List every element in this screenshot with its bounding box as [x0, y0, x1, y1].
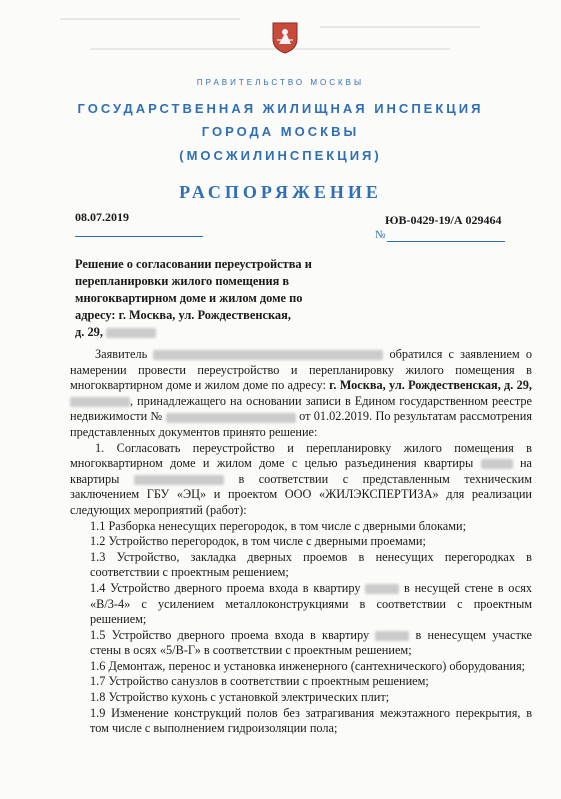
bleed-through-line	[320, 26, 480, 28]
subject-line: Решение о согласовании переустройства и	[75, 257, 312, 271]
subject-address-end: д. 29,	[75, 325, 103, 339]
item-1-2: 1.2 Устройство перегородок, в том числе с дверными проемами;	[90, 534, 426, 549]
item-1-3: 1.3 Устройство, закладка дверных проемов в ненесущих перегородках в соответствии с проектным решением;	[90, 549, 532, 580]
item-1-4-text: в несущей стене в осях «В/3-4» с усилением металлоконструкциями в соответствии с проектным решением;	[90, 580, 533, 627]
inspection-name-line3: (МОСЖИЛИНСПЕКЦИЯ)	[179, 148, 382, 163]
item-1-8: 1.8 Устройство кухонь с установкой электрических плит;	[90, 690, 390, 705]
subject-line: многоквартирном доме и жилом доме по	[75, 291, 303, 305]
item-1-4	[90, 581, 532, 628]
redacted-apartment	[106, 328, 156, 338]
subject-line: адресу: г. Москва, ул. Рождественская,	[75, 308, 291, 322]
item-1-6: 1.6 Демонтаж, перенос и установка инженерного (сантехнического) оборудования;	[90, 658, 526, 673]
bleed-through-line	[60, 18, 240, 20]
document-body	[70, 347, 532, 737]
redacted-apartment	[70, 397, 130, 407]
number-sign: №	[375, 229, 386, 241]
item-1-5	[90, 628, 532, 659]
subject-line: перепланировки жилого помещения в	[75, 274, 290, 288]
redacted-apartment	[375, 631, 409, 641]
document-number: ЮВ-0429-19/А 029464	[385, 213, 502, 227]
subject-line	[75, 324, 335, 341]
document-date: 08.07.2019	[75, 210, 129, 224]
redacted-registry-number	[166, 413, 296, 423]
inspection-name-line2: ГОРОДА МОСКВЫ	[201, 124, 360, 139]
applicant-text: обратился с заявлением о намерении провести переустройство и перепланировку жилого помещения в многоквартирном доме и жилом доме по адресу:	[70, 347, 532, 393]
applicant-paragraph	[70, 347, 532, 441]
item-1	[70, 441, 532, 519]
number-underline	[387, 241, 505, 242]
item-1-text: в соответствии с представленным техническим заключением ГБУ «ЭЦ» и проектом ООО «ЖИЛЭКСПЕРТИЗА» для реализации следующих мероприятий (работ):	[70, 471, 533, 517]
item-1-7: 1.7 Устройство санузлов в соответствии с проектным решением;	[90, 674, 429, 689]
document-type-title: РАСПОРЯЖЕНИЕ	[179, 182, 382, 202]
item-1-1: 1.1 Разборка ненесущих перегородок, в том числе с дверными блоками;	[90, 518, 466, 533]
item-1-4-text: 1.4 Устройство дверного проема входа в квартиру	[90, 580, 361, 595]
decision-text: от 01.02.2019. По результатам рассмотрения представленных документов принято решение:	[70, 409, 532, 439]
item-1-5-text: в ненесущем участке стены в осях «5/В-Г» в соответствии с проектным решением;	[90, 627, 533, 658]
item-1-text: 1. Согласовать переустройство и перепланировку жилого помещения в многоквартирном доме и жилом доме с целью разъединения квартиры	[70, 440, 532, 471]
government-name: ПРАВИТЕЛЬСТВО МОСКВЫ	[196, 78, 365, 87]
item-1-5-text: 1.5 Устройство дверного проема входа в квартиру	[90, 627, 370, 642]
item-1-text: на квартиры	[70, 456, 533, 486]
redacted-applicant-name	[153, 350, 383, 360]
redacted-apartments	[134, 475, 224, 485]
moscow-coat-of-arms-icon	[270, 20, 300, 54]
redacted-apartment	[365, 584, 399, 594]
inspection-name-line1: ГОСУДАРСТВЕННАЯ ЖИЛИЩНАЯ ИНСПЕКЦИЯ	[77, 101, 484, 116]
applicant-label: Заявитель	[95, 347, 148, 361]
item-1-9: 1.9 Изменение конструкций полов без затрагивания межэтажного перекрытия, в том числе с выполнением гидроизоляции пола;	[90, 705, 532, 736]
date-underline	[75, 236, 203, 237]
registry-text: , принадлежащего на основании записи в Едином государственном реестре недвижимости №	[70, 393, 532, 424]
document-subject	[75, 256, 335, 341]
address-text: г. Москва, ул. Рождественская, д. 29,	[329, 378, 532, 393]
redacted-apartment	[481, 459, 513, 469]
